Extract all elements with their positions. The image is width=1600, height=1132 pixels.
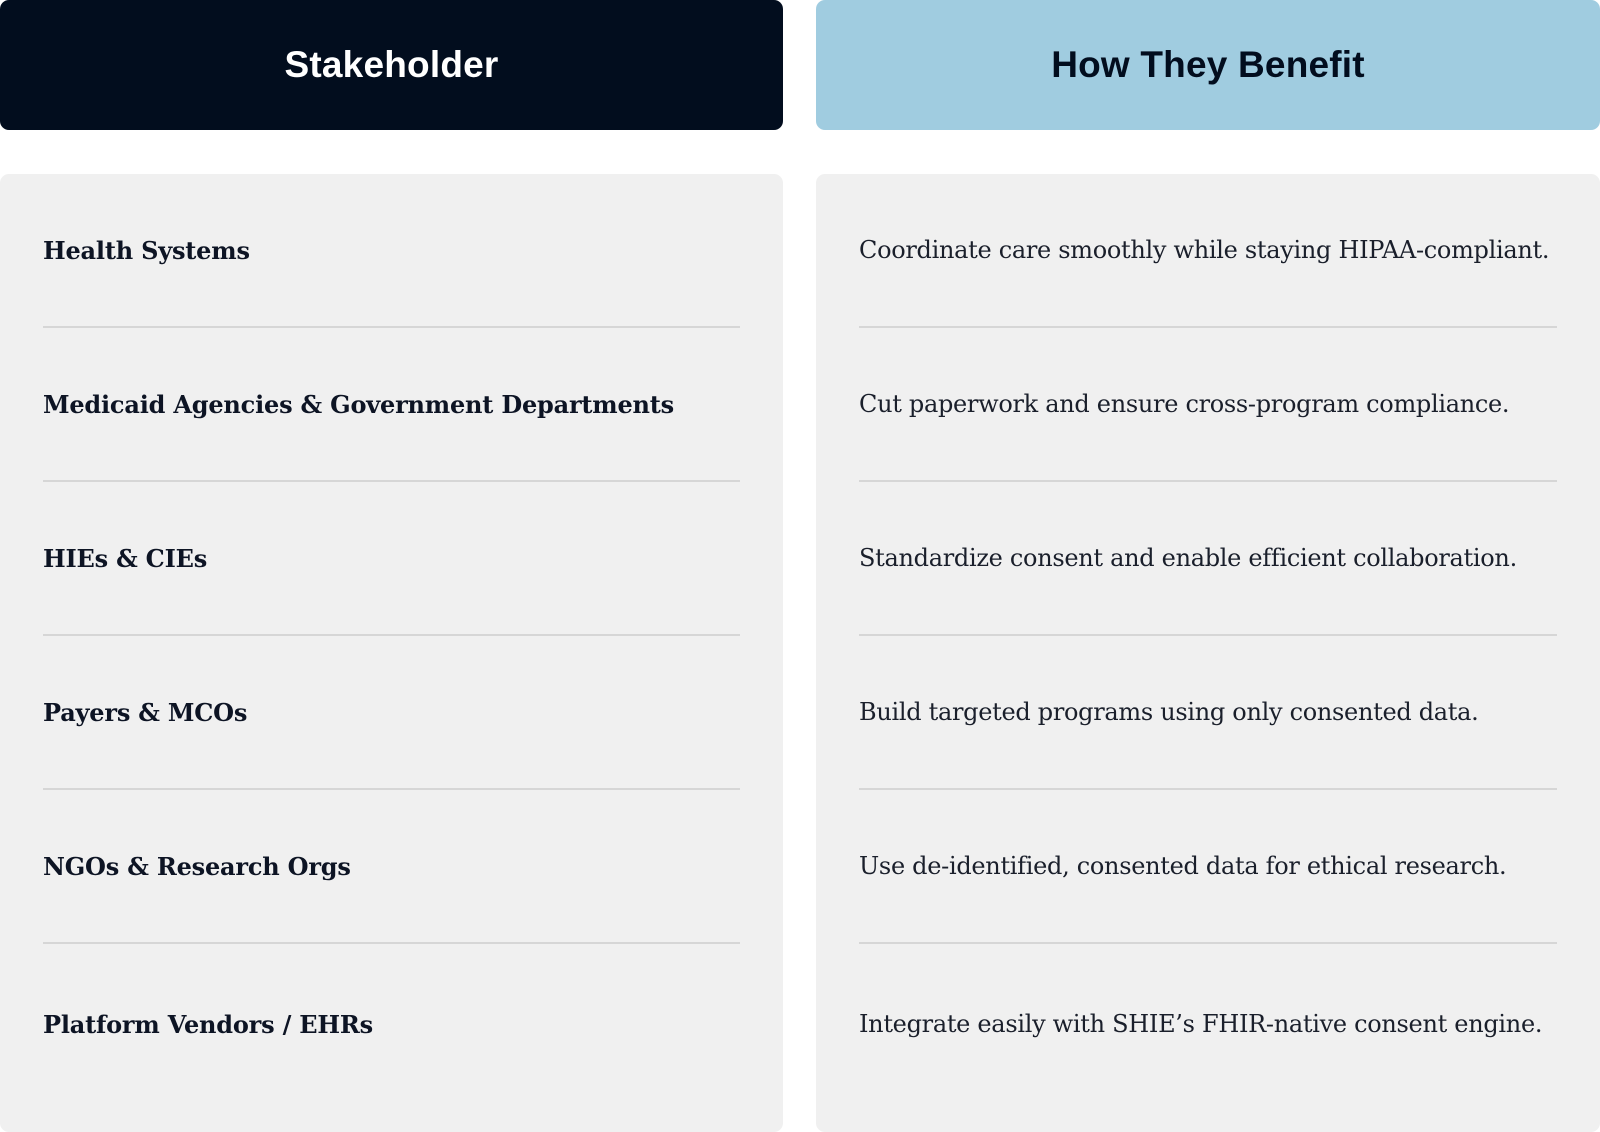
stakeholder-column-header: Stakeholder (0, 0, 783, 130)
benefit-text: Cut paperwork and ensure cross-program compliance. (859, 389, 1510, 418)
stakeholder-name: Health Systems (43, 235, 250, 265)
benefit-text: Use de-identified, consented data for ethical research. (859, 851, 1507, 880)
benefit-column-panel (816, 174, 1600, 1132)
benefit-text: Coordinate care smoothly while staying HIPAA-compliant. (859, 235, 1550, 264)
stakeholder-row (43, 328, 740, 482)
stakeholder-row (43, 944, 740, 1104)
stakeholder-row (43, 482, 740, 636)
benefit-text: Standardize consent and enable efficient collaboration. (859, 543, 1517, 572)
benefit-row (859, 328, 1557, 482)
stakeholder-row (43, 174, 740, 328)
stakeholder-name: HIEs & CIEs (43, 543, 208, 573)
stakeholder-name: Platform Vendors / EHRs (43, 1009, 373, 1039)
stakeholder-name: NGOs & Research Orgs (43, 851, 351, 881)
benefit-row (859, 482, 1557, 636)
benefit-row (859, 636, 1557, 790)
stakeholder-name: Payers & MCOs (43, 697, 248, 727)
stakeholder-list (43, 174, 740, 1104)
benefit-text: Integrate easily with SHIE’s FHIR-native consent engine. (859, 1009, 1543, 1038)
stakeholder-row (43, 790, 740, 944)
benefit-list (859, 174, 1557, 1104)
benefit-row (859, 174, 1557, 328)
stakeholder-name: Medicaid Agencies & Government Departments (43, 389, 674, 419)
stakeholder-column-panel (0, 174, 783, 1132)
benefit-text: Build targeted programs using only consented data. (859, 697, 1479, 726)
benefit-row (859, 790, 1557, 944)
benefit-column-header: How They Benefit (816, 0, 1600, 130)
stakeholder-row (43, 636, 740, 790)
benefit-row (859, 944, 1557, 1104)
